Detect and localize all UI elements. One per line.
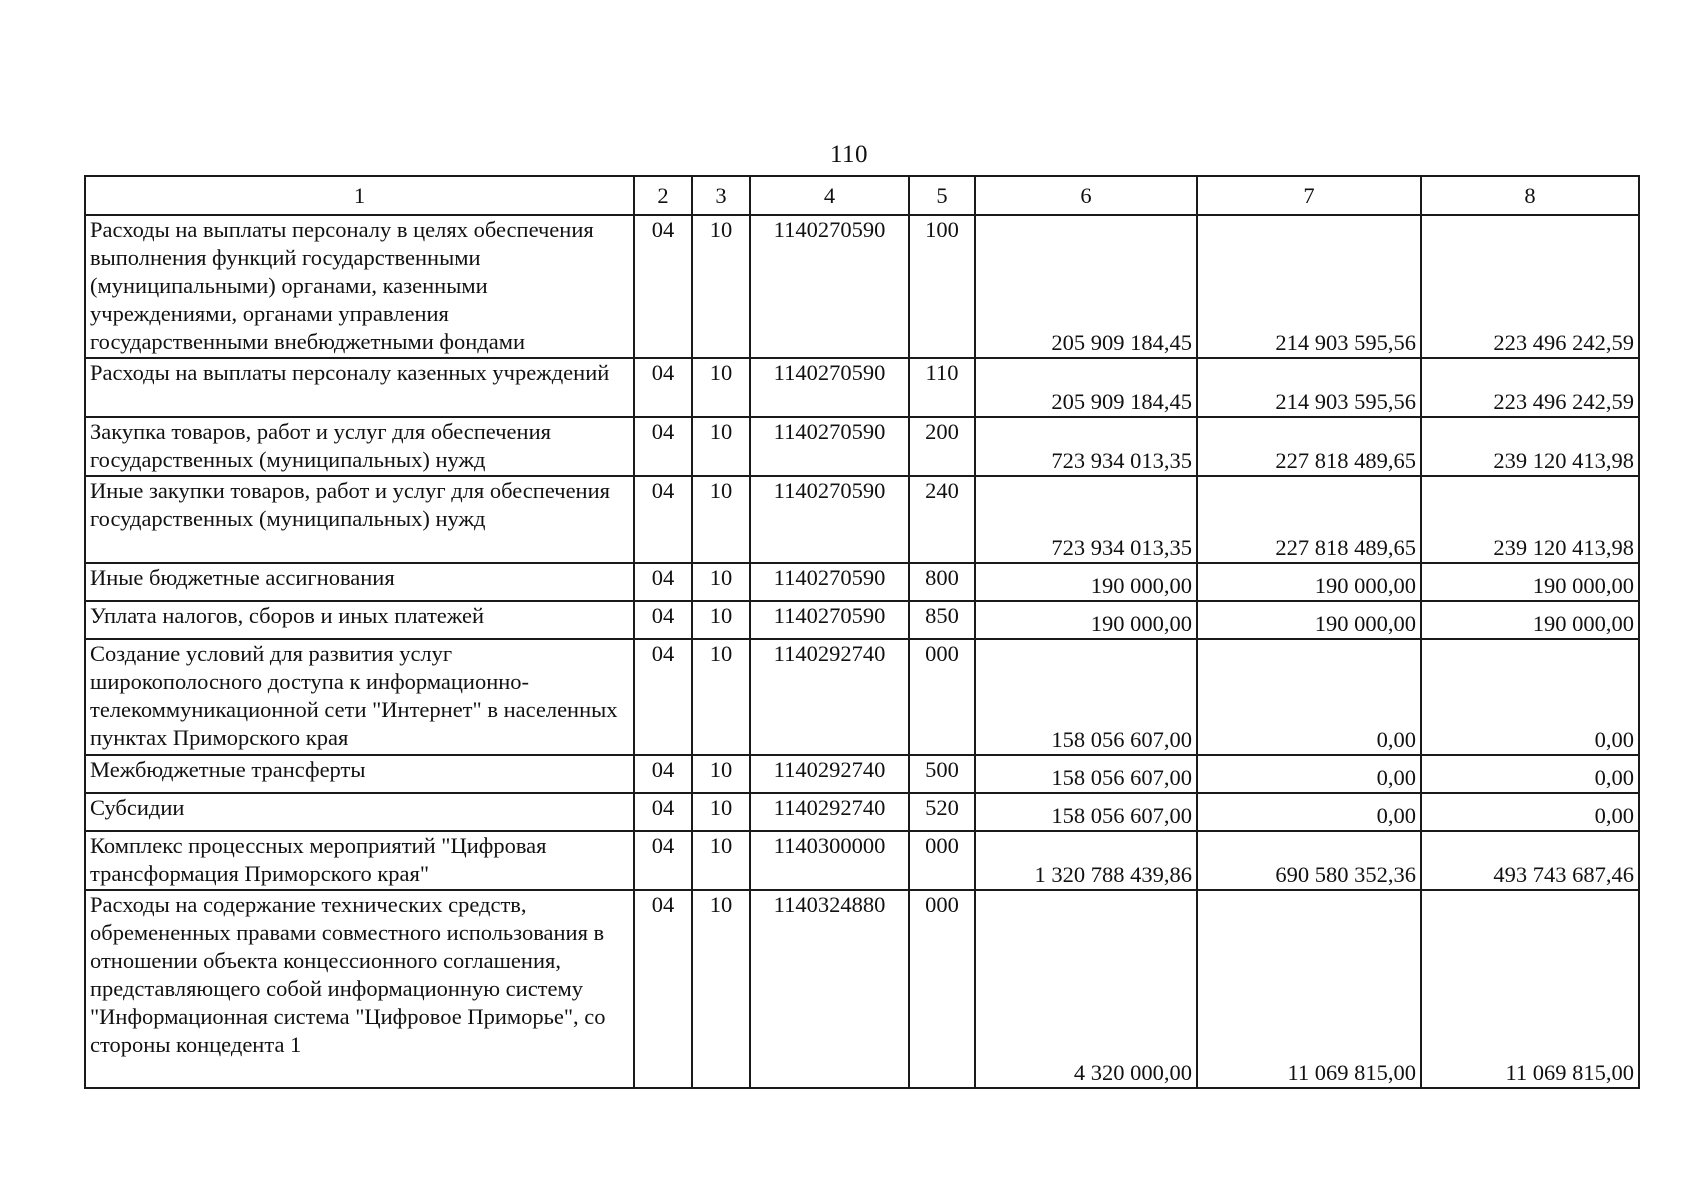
row-amount-8: 223 496 242,59 <box>1421 358 1639 417</box>
row-name: Иные закупки товаров, работ и услуг для обеспечения государственных (муниципальных) нужд <box>85 476 634 563</box>
row-code-2: 04 <box>634 563 692 601</box>
row-amount-7: 0,00 <box>1197 793 1421 831</box>
table-row <box>85 831 1639 890</box>
header-cell-6: 6 <box>975 176 1197 215</box>
header-cell-5: 5 <box>909 176 975 215</box>
row-code-5: 200 <box>909 417 975 476</box>
row-code-3: 10 <box>692 358 750 417</box>
row-code-3: 10 <box>692 755 750 793</box>
row-code-4: 1140292740 <box>750 639 909 755</box>
row-code-5: 240 <box>909 476 975 563</box>
row-code-2: 04 <box>634 215 692 358</box>
row-amount-6: 1 320 788 439,86 <box>975 831 1197 890</box>
table-row <box>85 890 1639 1088</box>
row-code-2: 04 <box>634 639 692 755</box>
row-code-3: 10 <box>692 215 750 358</box>
table-row <box>85 215 1639 358</box>
header-cell-3: 3 <box>692 176 750 215</box>
row-name: Закупка товаров, работ и услуг для обеспечения государственных (муниципальных) нужд <box>85 417 634 476</box>
row-name: Создание условий для развития услуг широкополосного доступа к информационно-телекоммуникационной сети "Интернет" в населенных пунктах Приморского края <box>85 639 634 755</box>
row-code-3: 10 <box>692 601 750 639</box>
row-code-4: 1140270590 <box>750 215 909 358</box>
row-code-3: 10 <box>692 476 750 563</box>
row-code-4: 1140270590 <box>750 417 909 476</box>
row-name: Субсидии <box>85 793 634 831</box>
row-code-2: 04 <box>634 476 692 563</box>
row-code-4: 1140270590 <box>750 601 909 639</box>
header-cell-2: 2 <box>634 176 692 215</box>
row-code-5: 000 <box>909 831 975 890</box>
row-amount-7: 0,00 <box>1197 639 1421 755</box>
row-name: Расходы на содержание технических средств, обремененных правами совместного использования в отношении объекта концессионного соглашения, представляющего собой информационную систему "Информационная система "Цифровое Приморье", со стороны концедента 1 <box>85 890 634 1088</box>
row-amount-6: 158 056 607,00 <box>975 639 1197 755</box>
row-amount-8: 190 000,00 <box>1421 601 1639 639</box>
row-code-3: 10 <box>692 563 750 601</box>
row-code-2: 04 <box>634 417 692 476</box>
row-amount-6: 205 909 184,45 <box>975 215 1197 358</box>
row-code-4: 1140292740 <box>750 755 909 793</box>
row-code-4: 1140292740 <box>750 793 909 831</box>
row-amount-6: 158 056 607,00 <box>975 793 1197 831</box>
budget-table <box>84 175 1640 1089</box>
row-amount-8: 0,00 <box>1421 793 1639 831</box>
table-row <box>85 639 1639 755</box>
row-name: Расходы на выплаты персоналу казенных учреждений <box>85 358 634 417</box>
row-code-2: 04 <box>634 831 692 890</box>
row-code-4: 1140270590 <box>750 563 909 601</box>
row-code-5: 500 <box>909 755 975 793</box>
row-code-4: 1140324880 <box>750 890 909 1088</box>
row-amount-6: 205 909 184,45 <box>975 358 1197 417</box>
table-row <box>85 793 1639 831</box>
row-code-2: 04 <box>634 890 692 1088</box>
row-code-4: 1140300000 <box>750 831 909 890</box>
table-row <box>85 358 1639 417</box>
row-amount-8: 0,00 <box>1421 639 1639 755</box>
row-code-5: 110 <box>909 358 975 417</box>
row-code-3: 10 <box>692 793 750 831</box>
row-amount-6: 4 320 000,00 <box>975 890 1197 1088</box>
row-code-5: 800 <box>909 563 975 601</box>
row-code-5: 850 <box>909 601 975 639</box>
table-row <box>85 755 1639 793</box>
row-amount-6: 158 056 607,00 <box>975 755 1197 793</box>
row-amount-6: 723 934 013,35 <box>975 417 1197 476</box>
row-amount-8: 223 496 242,59 <box>1421 215 1639 358</box>
row-code-4: 1140270590 <box>750 476 909 563</box>
row-amount-7: 227 818 489,65 <box>1197 417 1421 476</box>
row-amount-7: 190 000,00 <box>1197 563 1421 601</box>
page-number: 110 <box>829 141 869 168</box>
table-row <box>85 563 1639 601</box>
header-cell-4: 4 <box>750 176 909 215</box>
header-cell-7: 7 <box>1197 176 1421 215</box>
row-code-3: 10 <box>692 417 750 476</box>
row-code-2: 04 <box>634 358 692 417</box>
row-amount-7: 11 069 815,00 <box>1197 890 1421 1088</box>
row-amount-8: 239 120 413,98 <box>1421 417 1639 476</box>
row-code-5: 520 <box>909 793 975 831</box>
row-code-5: 000 <box>909 639 975 755</box>
row-code-2: 04 <box>634 755 692 793</box>
table-row <box>85 601 1639 639</box>
row-amount-6: 723 934 013,35 <box>975 476 1197 563</box>
row-name: Иные бюджетные ассигнования <box>85 563 634 601</box>
row-code-2: 04 <box>634 793 692 831</box>
row-code-3: 10 <box>692 639 750 755</box>
row-code-5: 000 <box>909 890 975 1088</box>
row-code-3: 10 <box>692 831 750 890</box>
row-amount-7: 214 903 595,56 <box>1197 215 1421 358</box>
row-amount-7: 190 000,00 <box>1197 601 1421 639</box>
row-name: Уплата налогов, сборов и иных платежей <box>85 601 634 639</box>
row-code-5: 100 <box>909 215 975 358</box>
header-cell-1: 1 <box>85 176 634 215</box>
row-amount-6: 190 000,00 <box>975 601 1197 639</box>
row-amount-7: 0,00 <box>1197 755 1421 793</box>
table-row <box>85 417 1639 476</box>
row-name: Расходы на выплаты персоналу в целях обеспечения выполнения функций государственными (муниципальными) органами, казенными учреждениями, органами управления государственными внебюджетными фондами <box>85 215 634 358</box>
row-amount-8: 239 120 413,98 <box>1421 476 1639 563</box>
row-code-3: 10 <box>692 890 750 1088</box>
row-code-4: 1140270590 <box>750 358 909 417</box>
row-amount-8: 493 743 687,46 <box>1421 831 1639 890</box>
table-row <box>85 476 1639 563</box>
row-code-2: 04 <box>634 601 692 639</box>
row-amount-6: 190 000,00 <box>975 563 1197 601</box>
row-amount-7: 227 818 489,65 <box>1197 476 1421 563</box>
row-amount-8: 0,00 <box>1421 755 1639 793</box>
row-name: Комплекс процессных мероприятий "Цифровая трансформация Приморского края" <box>85 831 634 890</box>
row-name: Межбюджетные трансферты <box>85 755 634 793</box>
row-amount-8: 190 000,00 <box>1421 563 1639 601</box>
row-amount-8: 11 069 815,00 <box>1421 890 1639 1088</box>
header-row <box>85 176 1639 215</box>
row-amount-7: 214 903 595,56 <box>1197 358 1421 417</box>
header-cell-8: 8 <box>1421 176 1639 215</box>
row-amount-7: 690 580 352,36 <box>1197 831 1421 890</box>
